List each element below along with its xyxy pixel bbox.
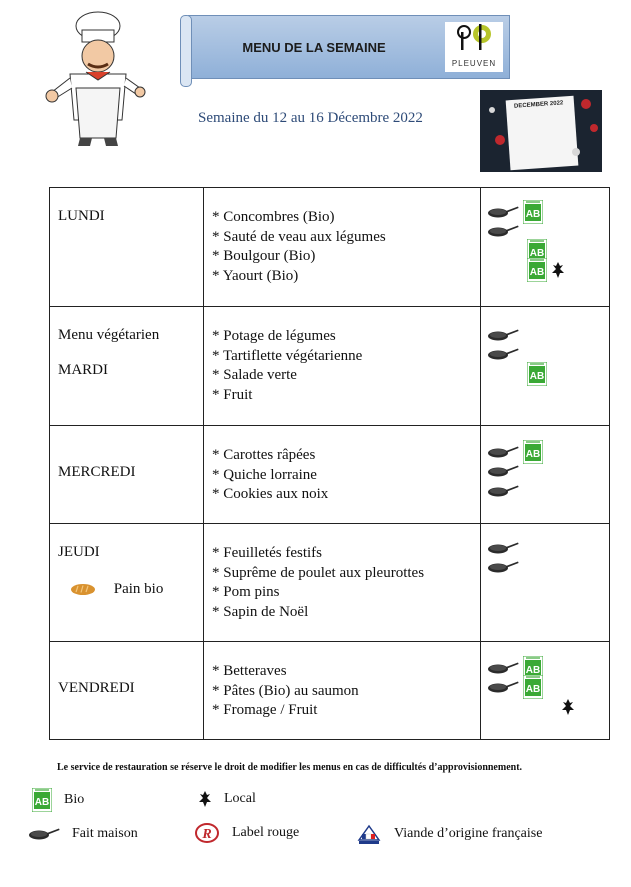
day-name: JEUDI [58, 544, 100, 560]
frying-pan-icon [487, 560, 519, 574]
bread-icon [70, 583, 96, 596]
dish: * Boulgour (Bio) [212, 248, 316, 264]
dish: * Tartiflette végétarienne [212, 347, 363, 364]
title-banner [180, 15, 511, 85]
dish: * Pâtes (Bio) au saumon [212, 682, 359, 699]
dish: * Sauté de veau aux légumes [212, 228, 386, 245]
bio-ab-icon [523, 200, 543, 224]
dish: * Cookies aux noix [212, 486, 329, 502]
hermine-local-icon [561, 698, 575, 716]
legend-label: Bio [64, 792, 85, 807]
dish: * Fruit [212, 386, 253, 403]
frying-pan-icon [487, 328, 519, 342]
pleuven-logo [445, 22, 503, 72]
calendar-photo [480, 90, 602, 172]
logo-text: PLEUVEN [451, 59, 497, 68]
pleuven-logo-icon [454, 22, 494, 54]
dish: * Carottes râpées [212, 447, 316, 463]
bio-ab-icon [32, 788, 52, 812]
svg-text:R: R [202, 827, 212, 842]
legend-label: Fait maison [72, 826, 138, 841]
frying-pan-icon [487, 205, 519, 219]
frying-pan-icon [487, 224, 519, 238]
frying-pan-icon [487, 680, 519, 694]
dish: * Concombres (Bio) [212, 209, 335, 225]
dish: * Pom pins [212, 584, 280, 600]
dish: * Fromage / Fruit [212, 702, 318, 718]
menu-table [49, 187, 610, 740]
bio-ab-icon [527, 258, 547, 282]
day-name: VENDREDI [58, 680, 135, 696]
hermine-local-icon [551, 261, 565, 279]
dish: * Sapin de Noël [212, 603, 309, 620]
bio-ab-icon [527, 362, 547, 386]
bio-ab-icon [523, 440, 543, 464]
table-row [50, 524, 610, 642]
menu-title: MENU DE LA SEMAINE [242, 40, 386, 55]
dish: * Feuilletés festifs [212, 545, 322, 561]
dish: * Betteraves [212, 663, 287, 679]
day-name: MARDI [58, 362, 109, 378]
table-row [50, 307, 610, 426]
legend-viande-francaise [356, 822, 542, 846]
legend-label: Local [224, 791, 256, 806]
day-note: Menu végétarien [58, 327, 160, 343]
legend-local [198, 790, 256, 808]
frying-pan-icon [487, 464, 519, 478]
dish: * Yaourt (Bio) [212, 267, 299, 284]
ornaments-icon [480, 90, 602, 172]
week-dates: Semaine du 12 au 16 Décembre 2022 [198, 110, 423, 126]
dish: * Quiche lorraine [212, 466, 317, 483]
frying-pan-icon [487, 347, 519, 361]
day-name: MERCREDI [58, 464, 136, 480]
day-note: Pain bio [113, 581, 164, 597]
bio-ab-icon [523, 675, 543, 699]
table-row [50, 426, 610, 524]
dish: * Salade verte [212, 367, 297, 383]
frying-pan-icon [28, 827, 60, 841]
chef-illustration [40, 8, 150, 148]
supply-notice: Le service de restauration se réserve le droit de modifier les menus en cas de difficultés d’approvisionnement. [57, 762, 523, 773]
hermine-local-icon [198, 790, 212, 808]
viande-francaise-icon [356, 822, 382, 846]
legend-fait-maison [28, 826, 138, 842]
table-row [50, 642, 610, 740]
legend-label: Label rouge [232, 825, 300, 840]
frying-pan-icon [487, 541, 519, 555]
frying-pan-icon [487, 445, 519, 459]
calendar-text: DECEMBER 2022 [513, 100, 564, 110]
legend-label-rouge [194, 822, 299, 844]
frying-pan-icon [487, 661, 519, 675]
legend-bio [32, 788, 84, 812]
table-row [50, 188, 610, 307]
dish: * Suprême de poulet aux pleurottes [212, 564, 425, 581]
label-rouge-icon [194, 822, 220, 844]
legend-label: Viande d’origine française [394, 826, 543, 841]
dish: * Potage de légumes [212, 328, 336, 344]
frying-pan-icon [487, 484, 519, 498]
day-name: LUNDI [58, 208, 105, 224]
